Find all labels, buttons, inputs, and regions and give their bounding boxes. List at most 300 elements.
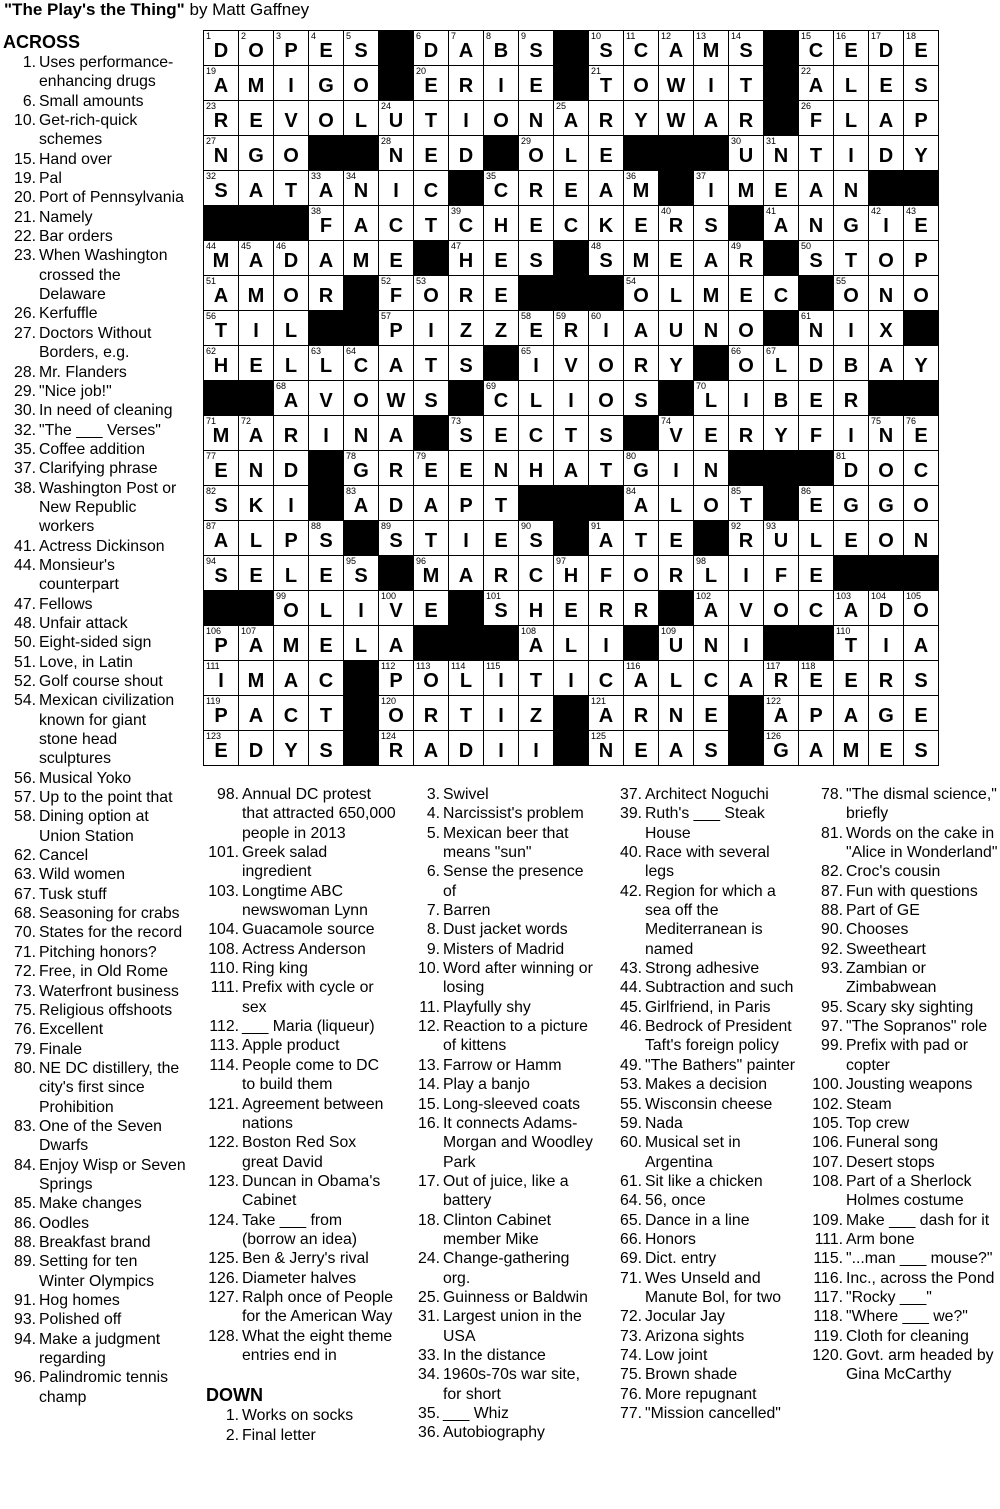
grid-cell[interactable] <box>694 311 729 346</box>
grid-cell[interactable] <box>624 661 659 696</box>
grid-cell[interactable] <box>204 136 239 171</box>
grid-cell[interactable] <box>799 486 834 521</box>
grid-cell[interactable] <box>624 381 659 416</box>
grid-cell[interactable] <box>379 521 414 556</box>
grid-cell[interactable] <box>344 346 379 381</box>
grid-cell[interactable] <box>764 206 799 241</box>
grid-cell[interactable] <box>729 346 764 381</box>
grid-cell[interactable] <box>414 66 449 101</box>
grid-cell[interactable] <box>694 731 729 766</box>
grid-cell[interactable] <box>904 31 939 66</box>
grid-cell[interactable] <box>414 521 449 556</box>
grid-cell[interactable] <box>379 206 414 241</box>
grid-cell[interactable] <box>624 591 659 626</box>
grid-cell[interactable] <box>659 451 694 486</box>
grid-cell[interactable] <box>519 346 554 381</box>
grid-cell[interactable] <box>309 696 344 731</box>
grid-cell[interactable] <box>799 556 834 591</box>
grid-cell[interactable] <box>624 696 659 731</box>
grid-cell[interactable] <box>449 31 484 66</box>
grid-cell[interactable] <box>239 556 274 591</box>
grid-cell[interactable] <box>904 66 939 101</box>
grid-cell[interactable] <box>729 556 764 591</box>
grid-cell[interactable] <box>309 626 344 661</box>
grid-cell[interactable] <box>834 591 869 626</box>
grid-cell[interactable] <box>799 661 834 696</box>
grid-cell[interactable] <box>694 556 729 591</box>
grid-cell[interactable] <box>414 206 449 241</box>
grid-cell[interactable] <box>589 521 624 556</box>
grid-cell[interactable] <box>414 696 449 731</box>
grid-cell[interactable] <box>834 346 869 381</box>
grid-cell[interactable] <box>659 731 694 766</box>
grid-cell[interactable] <box>624 276 659 311</box>
grid-cell[interactable] <box>869 206 904 241</box>
grid-cell[interactable] <box>484 31 519 66</box>
grid-cell[interactable] <box>589 136 624 171</box>
grid-cell[interactable] <box>204 311 239 346</box>
grid-cell[interactable] <box>694 276 729 311</box>
grid-cell[interactable] <box>729 241 764 276</box>
grid-cell[interactable] <box>589 381 624 416</box>
grid-cell[interactable] <box>869 31 904 66</box>
grid-cell[interactable] <box>204 626 239 661</box>
grid-cell[interactable] <box>729 136 764 171</box>
grid-cell[interactable] <box>624 731 659 766</box>
grid-cell[interactable] <box>764 346 799 381</box>
grid-cell[interactable] <box>379 486 414 521</box>
grid-cell[interactable] <box>554 381 589 416</box>
grid-cell[interactable] <box>484 66 519 101</box>
grid-cell[interactable] <box>204 486 239 521</box>
grid-cell[interactable] <box>379 101 414 136</box>
grid-cell[interactable] <box>309 661 344 696</box>
grid-cell[interactable] <box>449 696 484 731</box>
grid-cell[interactable] <box>414 346 449 381</box>
grid-cell[interactable] <box>904 696 939 731</box>
grid-cell[interactable] <box>694 241 729 276</box>
grid-cell[interactable] <box>449 661 484 696</box>
grid-cell[interactable] <box>449 311 484 346</box>
grid-cell[interactable] <box>274 101 309 136</box>
grid-cell[interactable] <box>904 661 939 696</box>
grid-cell[interactable] <box>239 241 274 276</box>
grid-cell[interactable] <box>834 416 869 451</box>
grid-cell[interactable] <box>309 731 344 766</box>
grid-cell[interactable] <box>344 31 379 66</box>
grid-cell[interactable] <box>239 451 274 486</box>
grid-cell[interactable] <box>309 241 344 276</box>
grid-cell[interactable] <box>799 731 834 766</box>
grid-cell[interactable] <box>799 171 834 206</box>
grid-cell[interactable] <box>729 416 764 451</box>
grid-cell[interactable] <box>869 626 904 661</box>
grid-cell[interactable] <box>204 346 239 381</box>
grid-cell[interactable] <box>344 381 379 416</box>
grid-cell[interactable] <box>309 31 344 66</box>
grid-cell[interactable] <box>834 626 869 661</box>
grid-cell[interactable] <box>484 276 519 311</box>
grid-cell[interactable] <box>834 381 869 416</box>
grid-cell[interactable] <box>274 136 309 171</box>
grid-cell[interactable] <box>659 626 694 661</box>
grid-cell[interactable] <box>624 66 659 101</box>
grid-cell[interactable] <box>274 171 309 206</box>
grid-cell[interactable] <box>414 661 449 696</box>
grid-cell[interactable] <box>694 661 729 696</box>
grid-cell[interactable] <box>624 311 659 346</box>
grid-cell[interactable] <box>624 451 659 486</box>
grid-cell[interactable] <box>589 206 624 241</box>
grid-cell[interactable] <box>204 276 239 311</box>
grid-cell[interactable] <box>834 311 869 346</box>
grid-cell[interactable] <box>694 626 729 661</box>
grid-cell[interactable] <box>659 206 694 241</box>
grid-cell[interactable] <box>239 416 274 451</box>
grid-cell[interactable] <box>309 556 344 591</box>
grid-cell[interactable] <box>554 101 589 136</box>
grid-cell[interactable] <box>344 206 379 241</box>
grid-cell[interactable] <box>204 101 239 136</box>
grid-cell[interactable] <box>519 136 554 171</box>
grid-cell[interactable] <box>904 101 939 136</box>
grid-cell[interactable] <box>239 521 274 556</box>
grid-cell[interactable] <box>869 451 904 486</box>
grid-cell[interactable] <box>449 66 484 101</box>
grid-cell[interactable] <box>379 241 414 276</box>
grid-cell[interactable] <box>379 731 414 766</box>
grid-cell[interactable] <box>834 136 869 171</box>
grid-cell[interactable] <box>239 171 274 206</box>
grid-cell[interactable] <box>869 696 904 731</box>
grid-cell[interactable] <box>379 626 414 661</box>
grid-cell[interactable] <box>274 556 309 591</box>
grid-cell[interactable] <box>589 66 624 101</box>
grid-cell[interactable] <box>204 521 239 556</box>
grid-cell[interactable] <box>414 311 449 346</box>
grid-cell[interactable] <box>869 521 904 556</box>
grid-cell[interactable] <box>309 521 344 556</box>
grid-cell[interactable] <box>239 101 274 136</box>
grid-cell[interactable] <box>659 661 694 696</box>
grid-cell[interactable] <box>204 696 239 731</box>
grid-cell[interactable] <box>554 416 589 451</box>
grid-cell[interactable] <box>274 311 309 346</box>
grid-cell[interactable] <box>519 661 554 696</box>
grid-cell[interactable] <box>484 556 519 591</box>
grid-cell[interactable] <box>379 591 414 626</box>
grid-cell[interactable] <box>904 591 939 626</box>
grid-cell[interactable] <box>274 241 309 276</box>
grid-cell[interactable] <box>274 381 309 416</box>
grid-cell[interactable] <box>204 556 239 591</box>
grid-cell[interactable] <box>449 486 484 521</box>
grid-cell[interactable] <box>239 276 274 311</box>
grid-cell[interactable] <box>239 486 274 521</box>
grid-cell[interactable] <box>764 556 799 591</box>
grid-cell[interactable] <box>484 731 519 766</box>
grid-cell[interactable] <box>869 276 904 311</box>
grid-cell[interactable] <box>379 451 414 486</box>
grid-cell[interactable] <box>239 346 274 381</box>
grid-cell[interactable] <box>764 591 799 626</box>
grid-cell[interactable] <box>519 311 554 346</box>
grid-cell[interactable] <box>799 66 834 101</box>
grid-cell[interactable] <box>694 416 729 451</box>
grid-cell[interactable] <box>204 66 239 101</box>
grid-cell[interactable] <box>379 171 414 206</box>
grid-cell[interactable] <box>519 31 554 66</box>
grid-cell[interactable] <box>554 626 589 661</box>
grid-cell[interactable] <box>344 451 379 486</box>
grid-cell[interactable] <box>344 486 379 521</box>
grid-cell[interactable] <box>729 381 764 416</box>
grid-cell[interactable] <box>869 486 904 521</box>
grid-cell[interactable] <box>519 521 554 556</box>
grid-cell[interactable] <box>589 626 624 661</box>
grid-cell[interactable] <box>274 276 309 311</box>
grid-cell[interactable] <box>309 346 344 381</box>
grid-cell[interactable] <box>694 696 729 731</box>
grid-cell[interactable] <box>834 451 869 486</box>
grid-cell[interactable] <box>274 626 309 661</box>
grid-cell[interactable] <box>904 486 939 521</box>
grid-cell[interactable] <box>344 101 379 136</box>
grid-cell[interactable] <box>694 486 729 521</box>
grid-cell[interactable] <box>204 731 239 766</box>
grid-cell[interactable] <box>589 241 624 276</box>
grid-cell[interactable] <box>729 486 764 521</box>
grid-cell[interactable] <box>554 591 589 626</box>
grid-cell[interactable] <box>729 661 764 696</box>
grid-cell[interactable] <box>239 311 274 346</box>
grid-cell[interactable] <box>239 66 274 101</box>
grid-cell[interactable] <box>554 661 589 696</box>
grid-cell[interactable] <box>379 661 414 696</box>
grid-cell[interactable] <box>904 451 939 486</box>
grid-cell[interactable] <box>204 416 239 451</box>
grid-cell[interactable] <box>799 381 834 416</box>
crossword-grid[interactable] <box>203 30 939 766</box>
grid-cell[interactable] <box>589 346 624 381</box>
grid-cell[interactable] <box>904 241 939 276</box>
grid-cell[interactable] <box>554 556 589 591</box>
grid-cell[interactable] <box>239 731 274 766</box>
grid-cell[interactable] <box>869 591 904 626</box>
grid-cell[interactable] <box>519 451 554 486</box>
grid-cell[interactable] <box>624 521 659 556</box>
grid-cell[interactable] <box>904 346 939 381</box>
grid-cell[interactable] <box>309 276 344 311</box>
grid-cell[interactable] <box>834 486 869 521</box>
grid-cell[interactable] <box>414 381 449 416</box>
grid-cell[interactable] <box>519 206 554 241</box>
grid-cell[interactable] <box>414 591 449 626</box>
grid-cell[interactable] <box>799 136 834 171</box>
grid-cell[interactable] <box>484 381 519 416</box>
grid-cell[interactable] <box>834 171 869 206</box>
grid-cell[interactable] <box>764 276 799 311</box>
grid-cell[interactable] <box>904 206 939 241</box>
grid-cell[interactable] <box>589 171 624 206</box>
grid-cell[interactable] <box>694 206 729 241</box>
grid-cell[interactable] <box>449 556 484 591</box>
grid-cell[interactable] <box>799 521 834 556</box>
grid-cell[interactable] <box>589 661 624 696</box>
grid-cell[interactable] <box>834 31 869 66</box>
grid-cell[interactable] <box>554 451 589 486</box>
grid-cell[interactable] <box>379 311 414 346</box>
grid-cell[interactable] <box>484 486 519 521</box>
grid-cell[interactable] <box>799 416 834 451</box>
grid-cell[interactable] <box>449 451 484 486</box>
grid-cell[interactable] <box>764 416 799 451</box>
grid-cell[interactable] <box>414 171 449 206</box>
grid-cell[interactable] <box>799 241 834 276</box>
grid-cell[interactable] <box>624 101 659 136</box>
grid-cell[interactable] <box>659 416 694 451</box>
grid-cell[interactable] <box>729 31 764 66</box>
grid-cell[interactable] <box>274 66 309 101</box>
grid-cell[interactable] <box>869 661 904 696</box>
grid-cell[interactable] <box>659 101 694 136</box>
grid-cell[interactable] <box>659 66 694 101</box>
grid-cell[interactable] <box>799 346 834 381</box>
grid-cell[interactable] <box>659 31 694 66</box>
grid-cell[interactable] <box>379 416 414 451</box>
grid-cell[interactable] <box>274 346 309 381</box>
grid-cell[interactable] <box>519 381 554 416</box>
grid-cell[interactable] <box>344 66 379 101</box>
grid-cell[interactable] <box>204 661 239 696</box>
grid-cell[interactable] <box>729 311 764 346</box>
grid-cell[interactable] <box>799 311 834 346</box>
grid-cell[interactable] <box>484 416 519 451</box>
grid-cell[interactable] <box>519 241 554 276</box>
grid-cell[interactable] <box>694 591 729 626</box>
grid-cell[interactable] <box>729 626 764 661</box>
grid-cell[interactable] <box>729 521 764 556</box>
grid-cell[interactable] <box>309 171 344 206</box>
grid-cell[interactable] <box>309 101 344 136</box>
grid-cell[interactable] <box>764 661 799 696</box>
grid-cell[interactable] <box>414 276 449 311</box>
grid-cell[interactable] <box>379 346 414 381</box>
grid-cell[interactable] <box>309 591 344 626</box>
grid-cell[interactable] <box>309 66 344 101</box>
grid-cell[interactable] <box>659 311 694 346</box>
grid-cell[interactable] <box>414 101 449 136</box>
grid-cell[interactable] <box>799 31 834 66</box>
grid-cell[interactable] <box>274 486 309 521</box>
grid-cell[interactable] <box>414 136 449 171</box>
grid-cell[interactable] <box>729 591 764 626</box>
grid-cell[interactable] <box>274 416 309 451</box>
grid-cell[interactable] <box>519 556 554 591</box>
grid-cell[interactable] <box>694 171 729 206</box>
grid-cell[interactable] <box>449 731 484 766</box>
grid-cell[interactable] <box>659 276 694 311</box>
grid-cell[interactable] <box>799 206 834 241</box>
grid-cell[interactable] <box>449 521 484 556</box>
grid-cell[interactable] <box>869 346 904 381</box>
grid-cell[interactable] <box>659 696 694 731</box>
grid-cell[interactable] <box>624 206 659 241</box>
grid-cell[interactable] <box>484 311 519 346</box>
grid-cell[interactable] <box>379 381 414 416</box>
grid-cell[interactable] <box>379 696 414 731</box>
grid-cell[interactable] <box>519 66 554 101</box>
grid-cell[interactable] <box>414 486 449 521</box>
grid-cell[interactable] <box>624 556 659 591</box>
grid-cell[interactable] <box>834 101 869 136</box>
grid-cell[interactable] <box>519 101 554 136</box>
grid-cell[interactable] <box>554 311 589 346</box>
grid-cell[interactable] <box>344 626 379 661</box>
grid-cell[interactable] <box>659 486 694 521</box>
grid-cell[interactable] <box>624 241 659 276</box>
grid-cell[interactable] <box>659 241 694 276</box>
grid-cell[interactable] <box>554 171 589 206</box>
grid-cell[interactable] <box>869 241 904 276</box>
grid-cell[interactable] <box>694 101 729 136</box>
grid-cell[interactable] <box>484 591 519 626</box>
grid-cell[interactable] <box>484 206 519 241</box>
grid-cell[interactable] <box>764 731 799 766</box>
grid-cell[interactable] <box>379 276 414 311</box>
grid-cell[interactable] <box>274 451 309 486</box>
grid-cell[interactable] <box>834 521 869 556</box>
grid-cell[interactable] <box>344 241 379 276</box>
grid-cell[interactable] <box>904 416 939 451</box>
grid-cell[interactable] <box>589 31 624 66</box>
grid-cell[interactable] <box>519 171 554 206</box>
grid-cell[interactable] <box>239 626 274 661</box>
grid-cell[interactable] <box>239 136 274 171</box>
grid-cell[interactable] <box>344 591 379 626</box>
grid-cell[interactable] <box>274 696 309 731</box>
grid-cell[interactable] <box>519 416 554 451</box>
grid-cell[interactable] <box>449 241 484 276</box>
grid-cell[interactable] <box>344 556 379 591</box>
grid-cell[interactable] <box>659 346 694 381</box>
grid-cell[interactable] <box>519 696 554 731</box>
grid-cell[interactable] <box>904 136 939 171</box>
grid-cell[interactable] <box>379 136 414 171</box>
grid-cell[interactable] <box>834 241 869 276</box>
grid-cell[interactable] <box>694 381 729 416</box>
grid-cell[interactable] <box>659 521 694 556</box>
grid-cell[interactable] <box>904 626 939 661</box>
grid-cell[interactable] <box>799 696 834 731</box>
grid-cell[interactable] <box>589 101 624 136</box>
grid-cell[interactable] <box>589 591 624 626</box>
grid-cell[interactable] <box>624 31 659 66</box>
grid-cell[interactable] <box>519 626 554 661</box>
grid-cell[interactable] <box>309 381 344 416</box>
grid-cell[interactable] <box>764 696 799 731</box>
grid-cell[interactable] <box>869 101 904 136</box>
grid-cell[interactable] <box>204 171 239 206</box>
grid-cell[interactable] <box>729 66 764 101</box>
grid-cell[interactable] <box>484 521 519 556</box>
grid-cell[interactable] <box>484 661 519 696</box>
grid-cell[interactable] <box>554 136 589 171</box>
grid-cell[interactable] <box>729 101 764 136</box>
grid-cell[interactable] <box>729 276 764 311</box>
grid-cell[interactable] <box>589 731 624 766</box>
grid-cell[interactable] <box>484 101 519 136</box>
